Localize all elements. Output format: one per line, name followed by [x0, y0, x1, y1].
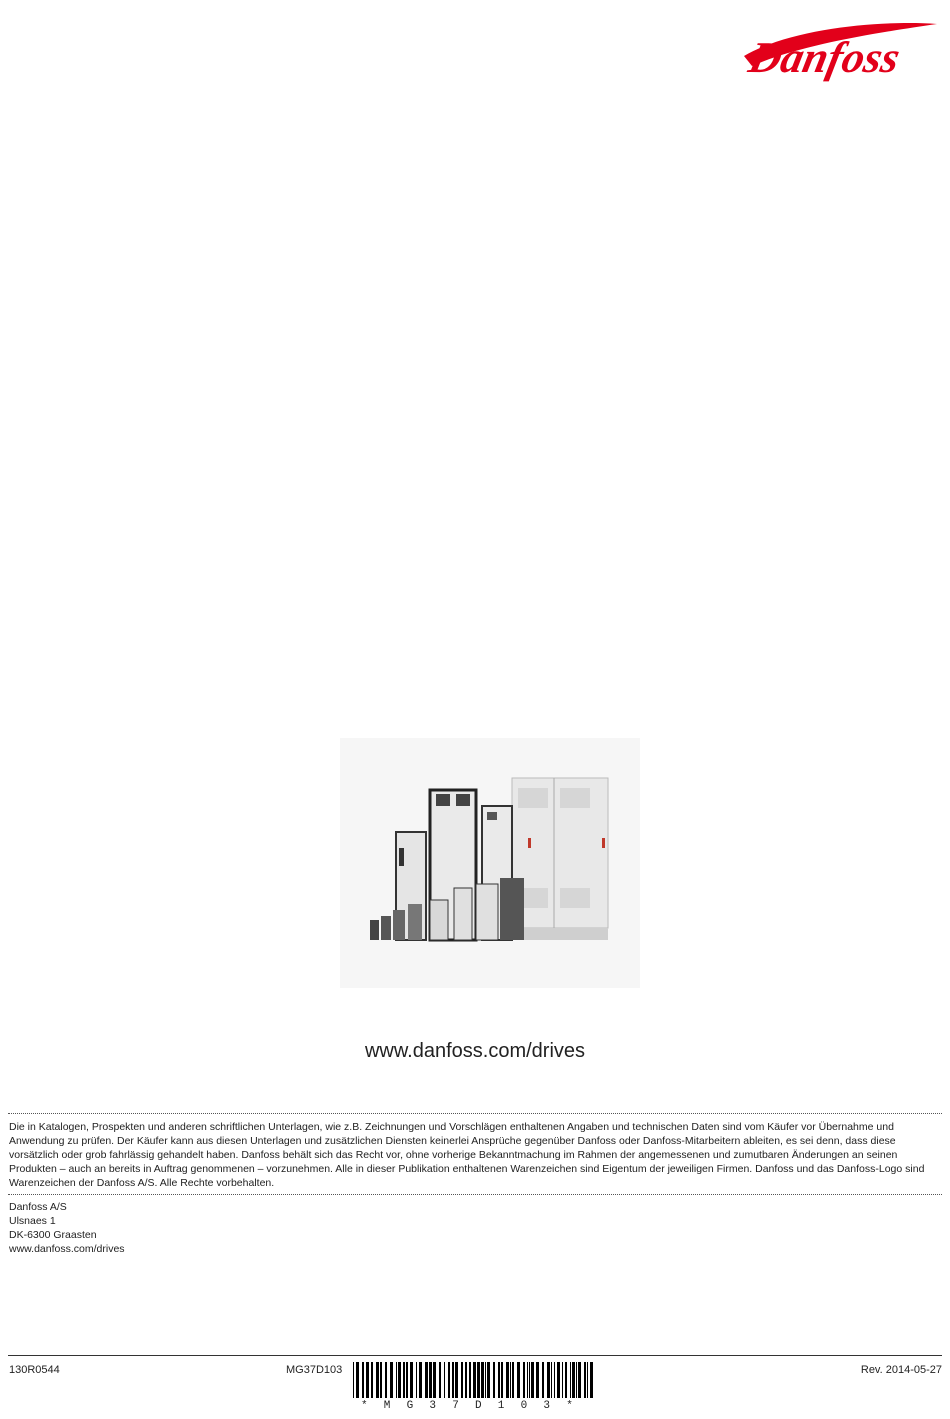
divider [8, 1194, 942, 1195]
barcode-bar [512, 1362, 514, 1398]
barcode-bar [551, 1362, 552, 1398]
barcode-bar [429, 1362, 432, 1398]
company-street: Ulsnaes 1 [9, 1215, 56, 1227]
barcode-bar [416, 1362, 417, 1398]
barcode-bar [506, 1362, 509, 1398]
barcode-bar [510, 1362, 511, 1398]
barcode-bar [547, 1362, 550, 1398]
barcode-bar [433, 1362, 436, 1398]
barcode-bar [531, 1362, 534, 1398]
barcode-bar [448, 1362, 450, 1398]
company-address [9, 1200, 125, 1256]
barcode-bar [529, 1362, 530, 1398]
barcode-bar [542, 1362, 544, 1398]
barcode-bar [565, 1362, 567, 1398]
barcode-bar [536, 1362, 539, 1398]
barcode-bar [557, 1362, 560, 1398]
part-number: 130R0544 [9, 1364, 60, 1376]
company-city: DK-6300 Graasten [9, 1229, 97, 1241]
barcode-bar [452, 1362, 454, 1398]
barcode-bar [439, 1362, 441, 1398]
barcode-bar [562, 1362, 563, 1398]
barcode-bar [425, 1362, 428, 1398]
barcode-bar [554, 1362, 555, 1398]
product-family-image [340, 738, 640, 988]
barcode-bar [356, 1362, 359, 1398]
barcode-bar [444, 1362, 445, 1398]
barcode-bar [578, 1362, 581, 1398]
barcode-bar [527, 1362, 528, 1398]
barcode-bar [362, 1362, 364, 1398]
barcode-bar [493, 1362, 495, 1398]
barcode-bar [385, 1362, 387, 1398]
barcode-bar [390, 1362, 393, 1398]
company-name: Danfoss A/S [9, 1201, 67, 1213]
barcode-bar [465, 1362, 467, 1398]
barcode-bar [517, 1362, 520, 1398]
barcode-bar [481, 1362, 484, 1398]
barcode-bar [572, 1362, 575, 1398]
barcode-bar [406, 1362, 408, 1398]
website-url[interactable]: www.danfoss.com/drives [364, 1040, 586, 1062]
company-web[interactable]: www.danfoss.com/drives [9, 1243, 125, 1255]
barcode-bar [376, 1362, 379, 1398]
barcode-bar [570, 1362, 571, 1398]
barcode [353, 1362, 597, 1402]
svg-text:Danfoss: Danfoss [744, 32, 905, 82]
document-code: MG37D103 [286, 1364, 343, 1376]
revision-date: Rev. 2014-05-27 [860, 1364, 942, 1376]
legal-disclaimer: Die in Katalogen, Prospekten und anderen schriftlichen Unterlagen, wie z.B. Zeichnungen und Vorschlägen enthaltenen Angaben und technischen Daten sind vom Käufer vor Übernahme und Anwendung zu prüfen. Der Käufer kann aus diesen Unterlagen und zusätzlichen Diensten keinerlei Ansprüche gegenüber Danfoss oder Danfoss-Mitarbeitern ableiten, es sei denn, dass diese vorsätzlich oder grob fahrlässig gehandelt haben. Danfoss behält sich das Recht vor, ohne vorherige Bekanntmachung im Rahmen der angemessenen und zumutbaren Änderungen an seinen Produkten – auch an bereits in Auftrag genommenen – vorzunehmen. Alle in dieser Publikation enthaltenen Warenzeichen sind Eigentum der jeweiligen Firmen. Danfoss und das Danfoss-Logo sind Warenzeichen der Danfoss A/S. Alle Rechte vorbehalten. [9, 1121, 925, 1189]
barcode-text: *MG37D103* [360, 1400, 589, 1412]
barcode-bar [587, 1362, 588, 1398]
barcode-bar [590, 1362, 593, 1398]
barcode-bar [487, 1362, 490, 1398]
footer-divider [8, 1355, 942, 1356]
danfoss-logo [732, 10, 942, 90]
barcode-bar [353, 1362, 354, 1398]
divider [8, 1113, 942, 1114]
barcode-bar [419, 1362, 422, 1398]
barcode-bar [523, 1362, 525, 1398]
barcode-bar [477, 1362, 480, 1398]
barcode-bar [473, 1362, 476, 1398]
barcode-bar [461, 1362, 463, 1398]
barcode-bar [498, 1362, 500, 1398]
barcode-bar [576, 1362, 577, 1398]
barcode-bar [410, 1362, 413, 1398]
barcode-bar [469, 1362, 471, 1398]
barcode-bar [398, 1362, 401, 1398]
barcode-bar [485, 1362, 486, 1398]
barcode-bar [455, 1362, 458, 1398]
barcode-bar [380, 1362, 382, 1398]
barcode-bar [403, 1362, 405, 1398]
barcode-bar [396, 1362, 397, 1398]
barcode-bar [501, 1362, 503, 1398]
barcode-bar [371, 1362, 373, 1398]
barcode-bar [584, 1362, 586, 1398]
barcode-bar [366, 1362, 369, 1398]
